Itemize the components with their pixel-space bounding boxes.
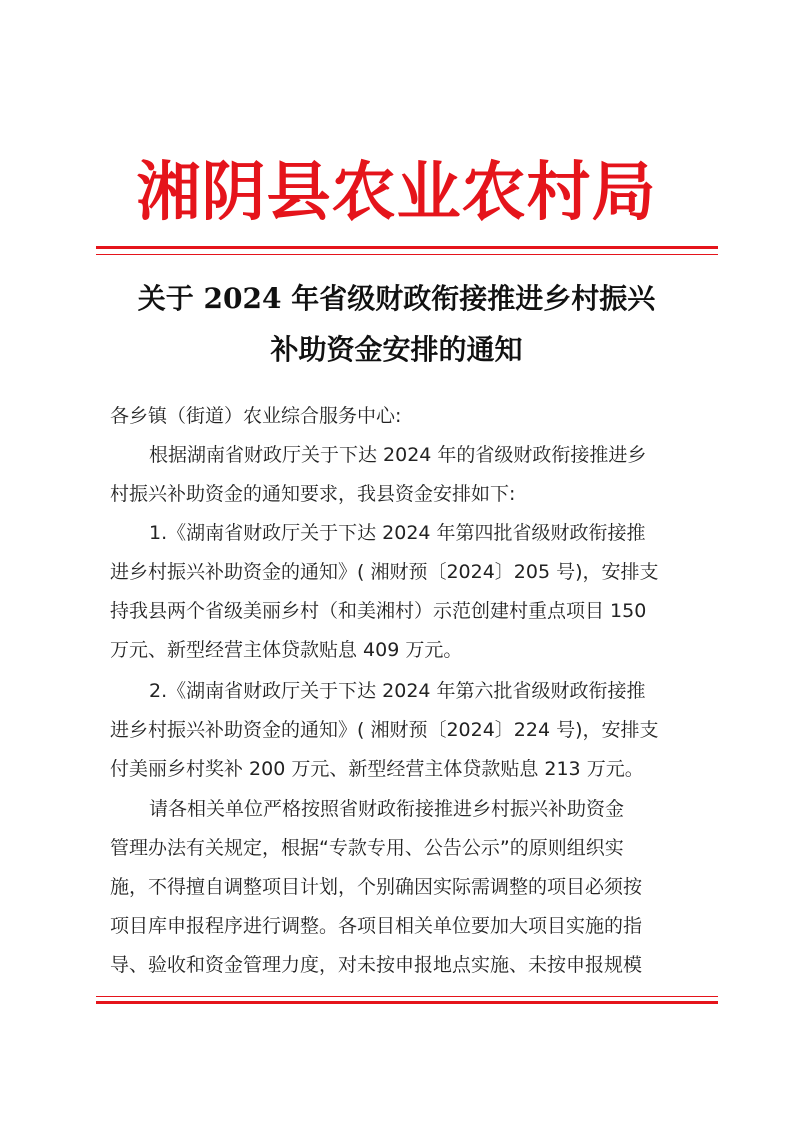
paragraph-line: 村振兴补助资金的通知要求，我县资金安排如下: (110, 483, 516, 505)
paragraph-line: 1.《湖南省财政厅关于下达 2024 年第四批省级财政衔接推 (149, 522, 646, 544)
notice-title-line-1: 关于 2024 年省级财政衔接推进乡村振兴 (137, 282, 656, 315)
paragraph-line: 付美丽乡村奖补 200 万元、新型经营主体贷款贴息 213 万元。 (110, 758, 644, 780)
paragraph-item-2 (110, 672, 694, 789)
paragraph-intro (110, 436, 694, 514)
footer-rule-thin (96, 996, 718, 997)
paragraph-item-1 (110, 514, 694, 670)
paragraph-line: 导、验收和资金管理力度，对未按申报地点实施、未按申报规模 (110, 954, 643, 976)
paragraph-line: 万元、新型经营主体贷款贴息 409 万元。 (110, 639, 463, 661)
paragraph-line: 进乡村振兴补助资金的通知》( 湘财预〔2024〕224 号)，安排支 (110, 719, 659, 741)
paragraph-line: 管理办法有关规定，根据“专款专用、公告公示”的原则组织实 (110, 837, 624, 859)
paragraph-line: 持我县两个省级美丽乡村（和美湘村）示范创建村重点项目 150 (110, 600, 647, 622)
paragraph-line: 根据湖南省财政厅关于下达 2024 年的省级财政衔接推进乡 (149, 444, 647, 466)
salutation (110, 397, 694, 436)
paragraph-line: 进乡村振兴补助资金的通知》( 湘财预〔2024〕205 号)，安排支 (110, 561, 659, 583)
paragraph-line: 施，不得擅自调整项目计划，个别确因实际需调整的项目必须按 (110, 876, 643, 898)
footer-rule-thick (96, 1001, 718, 1004)
salutation-text: 各乡镇（街道）农业综合服务中心: (110, 405, 402, 427)
header-rule-thick (96, 246, 718, 249)
paragraph-requirements (110, 790, 694, 985)
agency-masthead: 湘阴县农业农村局 (136, 155, 657, 230)
paragraph-line: 2.《湖南省财政厅关于下达 2024 年第六批省级财政衔接推 (149, 680, 646, 702)
paragraph-line: 请各相关单位严格按照省财政衔接推进乡村振兴补助资金 (149, 798, 625, 820)
header-rule-thin (96, 254, 718, 255)
paragraph-line: 项目库申报程序进行调整。各项目相关单位要加大项目实施的指 (110, 915, 643, 937)
notice-title-line-2: 补助资金安排的通知 (270, 333, 523, 366)
